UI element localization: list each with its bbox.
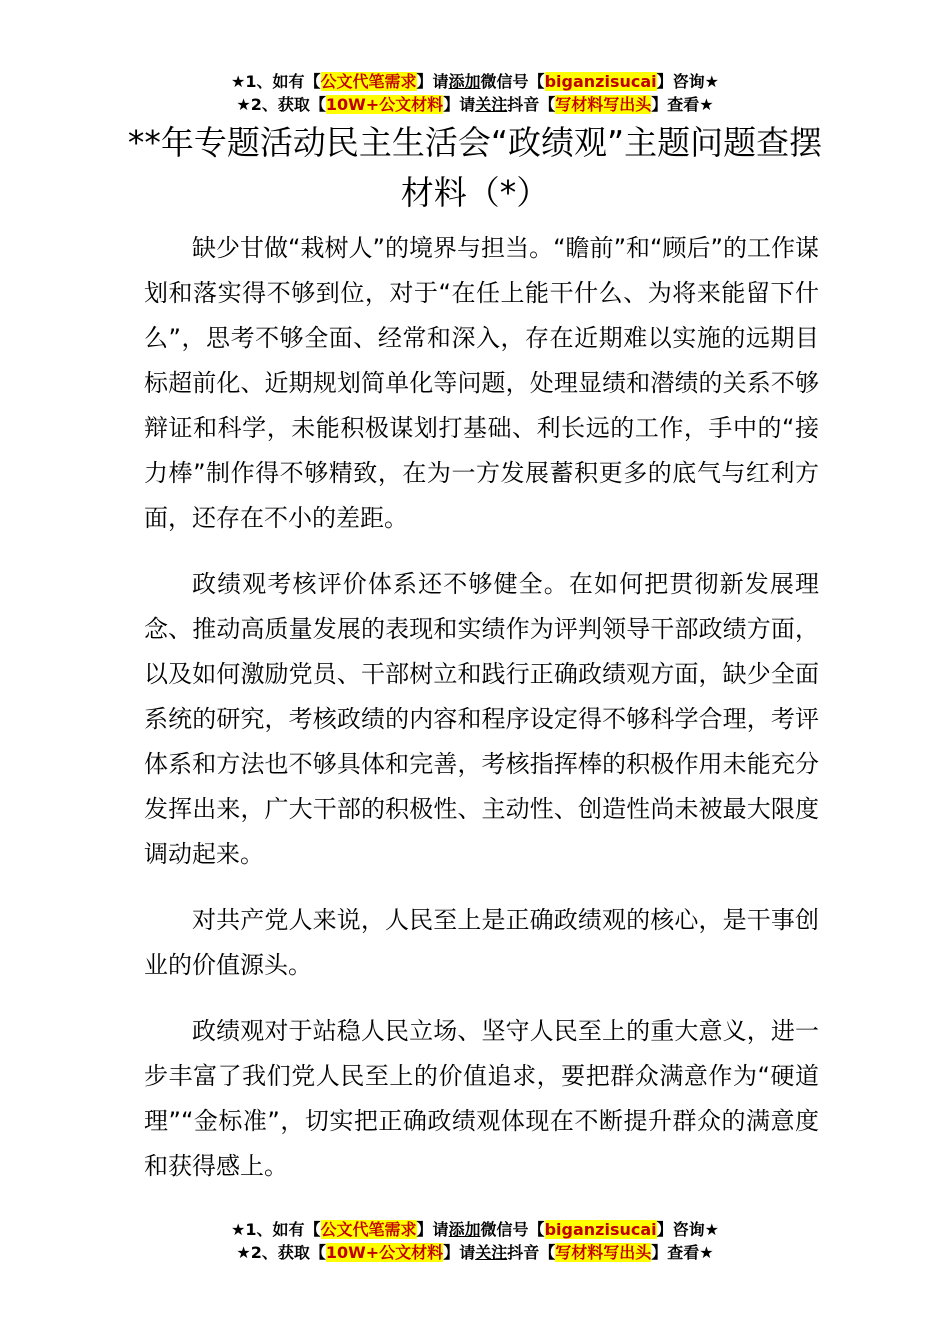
highlight-materials: 10W+公文材料 [325,95,444,114]
promo-line-2: ★2、获取【10W+公文材料】请关注抖音【写材料写出头】查看★ [236,1243,714,1262]
highlight-wechat-id: biganzisucai [544,1220,657,1239]
promo-banner-bottom [0,1218,950,1264]
promo-line-1: ★1、如有【公文代笔需求】请添加微信号【biganzisucai】咨询★ [231,1220,719,1239]
highlight-douyin-account: 写材料写出头 [555,1243,652,1262]
highlight-service: 公文代笔需求 [320,1220,417,1239]
highlight-wechat-id: biganzisucai [544,72,657,91]
paragraph: 政绩观对于站稳人民立场、坚守人民至上的重大意义，进一步丰富了我们党人民至上的价值追求，要把群众满意作为“硬道理”“金标准”，切实把正确政绩观体现在不断提升群众的满意度和获得感上。 [144,1017,819,1180]
highlight-materials: 10W+公文材料 [325,1243,444,1262]
promo-banner-top [0,70,950,116]
paragraph: 政绩观考核评价体系还不够健全。在如何把贯彻新发展理念、推动高质量发展的表现和实绩作为评判领导干部政绩方面，以及如何激励党员、干部树立和践行正确政绩观方面，缺少全面系统的研究，考核政绩的内容和程序设定得不够科学合理，考评体系和方法也不够具体和完善，考核指挥棒的积极作用未能充分发挥出来，广大干部的积极性、主动性、创造性尚未被最大限度调动起来。 [144,570,819,868]
highlight-service: 公文代笔需求 [320,72,417,91]
promo-line-1: ★1、如有【公文代笔需求】请添加微信号【biganzisucai】咨询★ [231,72,719,91]
paragraph: 对共产党人来说，人民至上是正确政绩观的核心，是干事创业的价值源头。 [144,906,819,979]
paragraph: 缺少甘做“栽树人”的境界与担当。“瞻前”和“顾后”的工作谋划和落实得不够到位，对于“在任上能干什么、为将来能留下什么”，思考不够全面、经常和深入，存在近期难以实施的远期目标超前化、近期规划简单化等问题，处理显绩和潜绩的关系不够辩证和科学，未能积极谋划打基础、利长远的工作，手中的“接力棒”制作得不够精致，在为一方发展蓄积更多的底气与红利方面，还存在不小的差距。 [144,234,819,532]
document-title: **年专题活动民主生活会“政绩观”主题问题查摆材料（*） [127,123,823,212]
promo-line-2: ★2、获取【10W+公文材料】请关注抖音【写材料写出头】查看★ [236,95,714,114]
document-body [144,226,819,1210]
highlight-douyin-account: 写材料写出头 [555,95,652,114]
